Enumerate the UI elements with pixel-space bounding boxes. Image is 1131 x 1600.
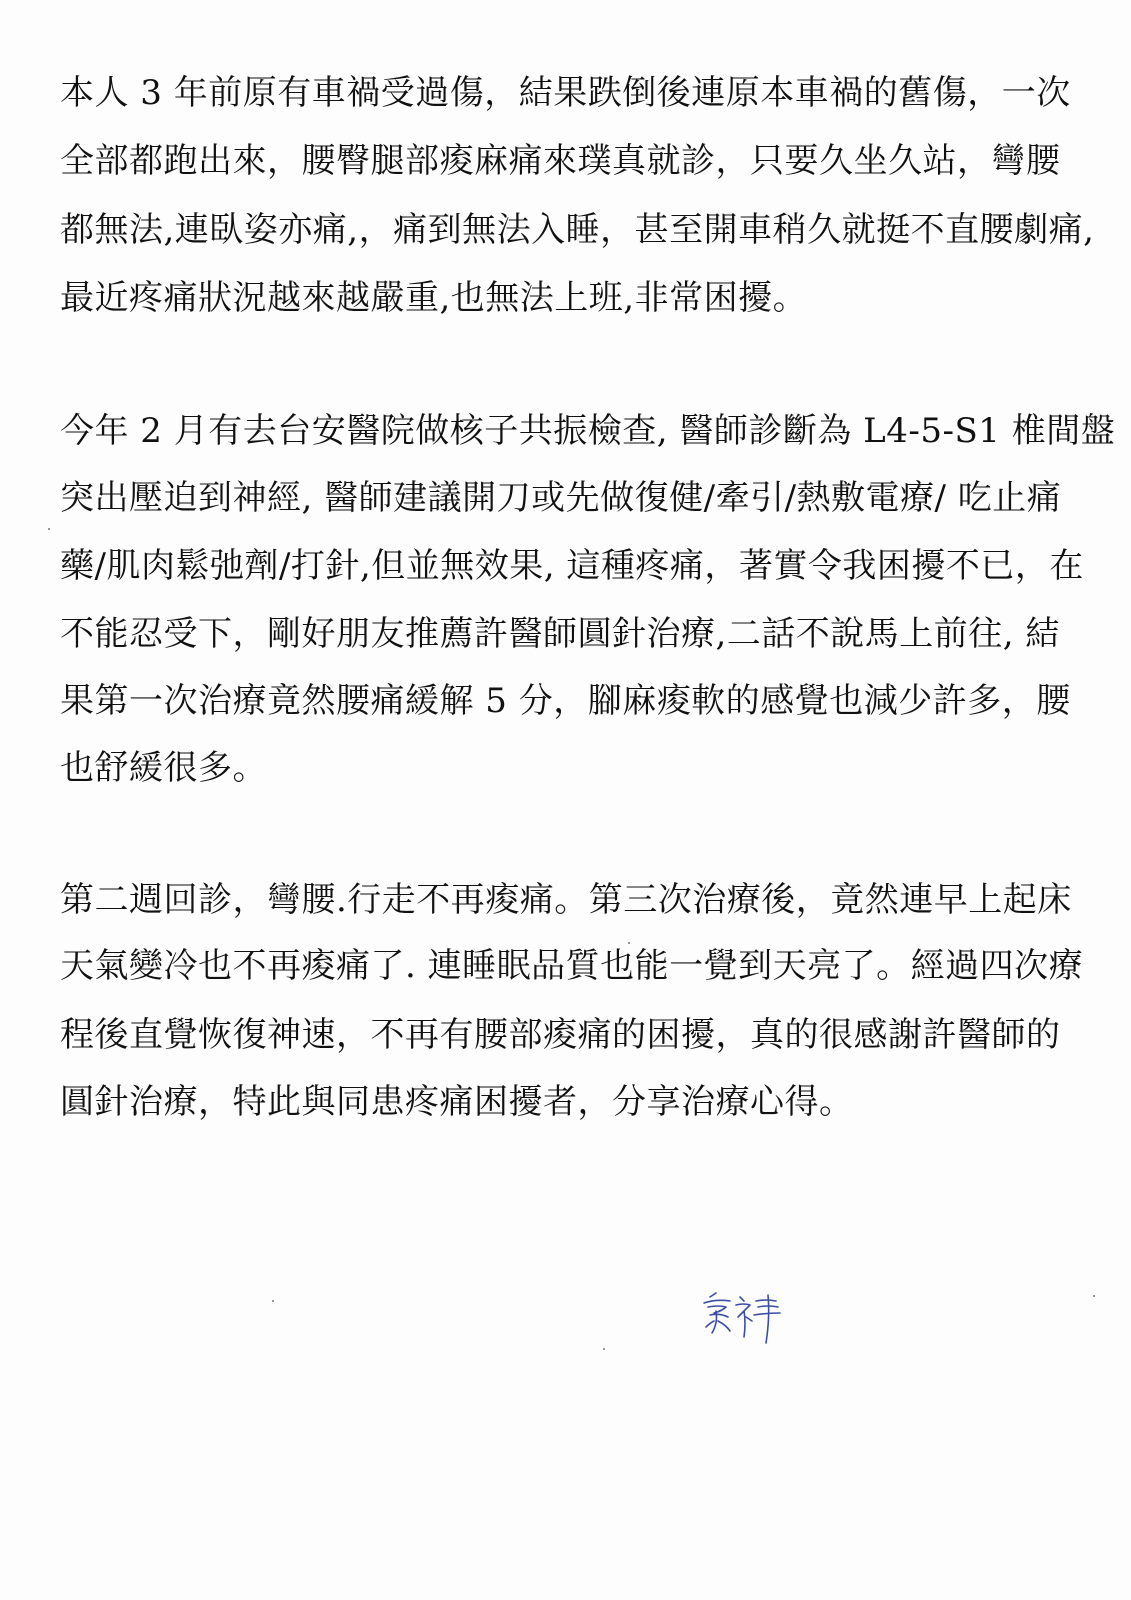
paragraph-2-line-1: 今年 2 月有去台安醫院做核子共振檢查, 醫師診斷為 L4-5-S1 椎間盤 [60,411,1116,451]
scan-speck [48,528,50,530]
paragraph-3-line-1: 第二週回診，彎腰.行走不再痠痛。第三次治療後，竟然連早上起床 [60,880,1072,920]
paragraph-3-line-4: 圓針治療，特此與同患疼痛困擾者，分享治療心得。 [60,1082,854,1122]
handwritten-signature [700,1287,790,1347]
scan-speck [628,942,630,944]
paragraph-2-line-4: 不能忍受下，剛好朋友推薦許醫師圓針治療,二話不說馬上前往, 結 [60,614,1060,654]
paragraph-1-line-1: 本人 3 年前原有車禍受過傷，結果跌倒後連原本車禍的舊傷，一次 [60,73,1071,113]
paragraph-1-line-3: 都無法,連臥姿亦痛,，痛到無法入睡，甚至開車稍久就挺不直腰劇痛, [60,210,1095,250]
scan-speck [272,1300,274,1302]
paragraph-2-line-5: 果第一次治療竟然腰痛緩解 5 分，腳麻痠軟的感覺也減少許多，腰 [60,681,1071,721]
paragraph-1-line-2: 全部都跑出來，腰臀腿部痠麻痛來璞真就診，只要久坐久站，彎腰 [60,141,1061,181]
paragraph-2-line-3: 藥/肌肉鬆弛劑/打針,但並無效果, 這種疼痛，著實令我困擾不已，在 [60,546,1084,586]
paragraph-3-line-2: 天氣變冷也不再痠痛了. 連睡眠品質也能一覺到天亮了。經過四次療 [60,946,1084,986]
paragraph-2-line-2: 突出壓迫到神經, 醫師建議開刀或先做復健/牽引/熱敷電療/ 吃止痛 [60,478,1062,518]
scan-speck [603,1348,605,1350]
paragraph-1-line-4: 最近疼痛狀況越來越嚴重,也無法上班,非常困擾。 [60,278,808,318]
scan-speck [1093,1295,1095,1297]
paragraph-2-line-6: 也舒緩很多。 [60,748,267,788]
paragraph-3-line-3: 程後直覺恢復神速，不再有腰部痠痛的困擾，真的很感謝許醫師的 [60,1015,1061,1055]
